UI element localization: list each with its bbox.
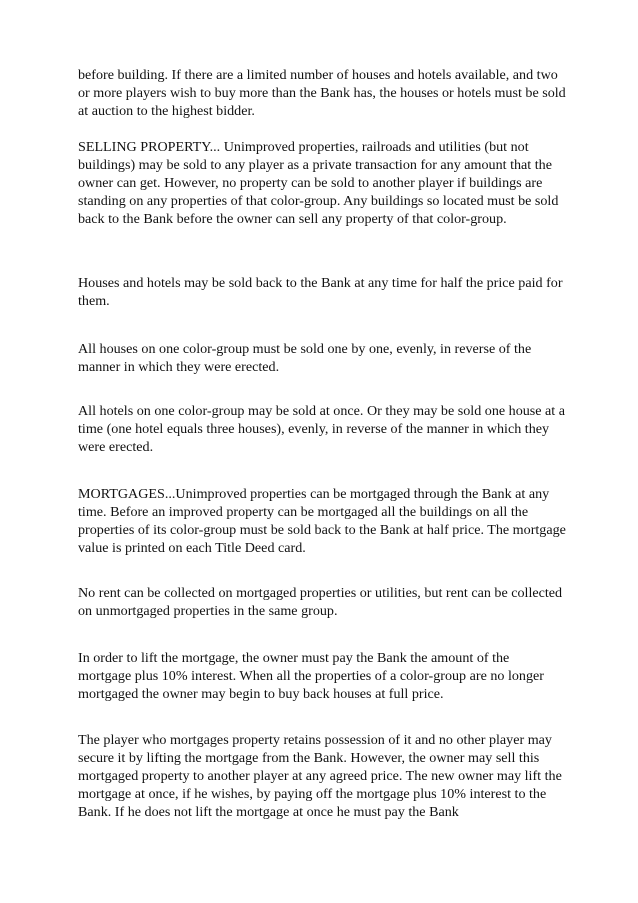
paragraph-selling-property: SELLING PROPERTY... Unimproved properties, railroads and utilities (but not buildings) may be sold to any player as a private transaction for any amount that the owner can get. However, no property can be sold to another player if buildings are standing on any properties of that color-group. Any buildings so located must be sold back to the Bank before the owner can sell any property of that color-group. xyxy=(78,139,559,227)
paragraph-mortgaged-possession: The player who mortgages property retains possession of it and no other player may secure it by lifting the mortgage from the Bank. However, the owner may sell this mortgaged property to another player at any agreed price. The new owner may lift the mortgage at once, if he wishes, by paying off the mortgage plus 10% interest to the Bank. If he does not lift the mortgage at once he must pay the Bank xyxy=(78,732,562,820)
paragraph-mortgages: MORTGAGES...Unimproved properties can be mortgaged through the Bank at any time. Before an improved property can be mortgaged all the buildings on all the properties of its color-group must be sold back to the Bank at half price. The mortgage value is printed on each Title Deed card. xyxy=(78,486,566,556)
paragraph-sell-houses-evenly: All houses on one color-group must be sold one by one, evenly, in reverse of the manner in which they were erected. xyxy=(78,341,532,375)
paragraph-no-rent-mortgaged: No rent can be collected on mortgaged properties or utilities, but rent can be collected on unmortgaged properties in the same group. xyxy=(78,585,563,619)
paragraph-sell-hotels: All hotels on one color-group may be sold at once. Or they may be sold one house at a time (one hotel equals three houses), evenly, in reverse of the manner in which they were erected. xyxy=(78,403,566,455)
paragraph-auction-of-buildings: before building. If there are a limited number of houses and hotels available, and two or more players wish to buy more than the Bank has, the houses or hotels must be sold at auction to the highest bidder. xyxy=(78,67,566,119)
paragraph-lift-mortgage: In order to lift the mortgage, the owner must pay the Bank the amount of the mortgage plus 10% interest. When all the properties of a color-group are no longer mortgaged the owner may begin to buy back houses at full price. xyxy=(78,650,544,702)
paragraph-sell-back-buildings: Houses and hotels may be sold back to the Bank at any time for half the price paid for them. xyxy=(78,275,563,309)
